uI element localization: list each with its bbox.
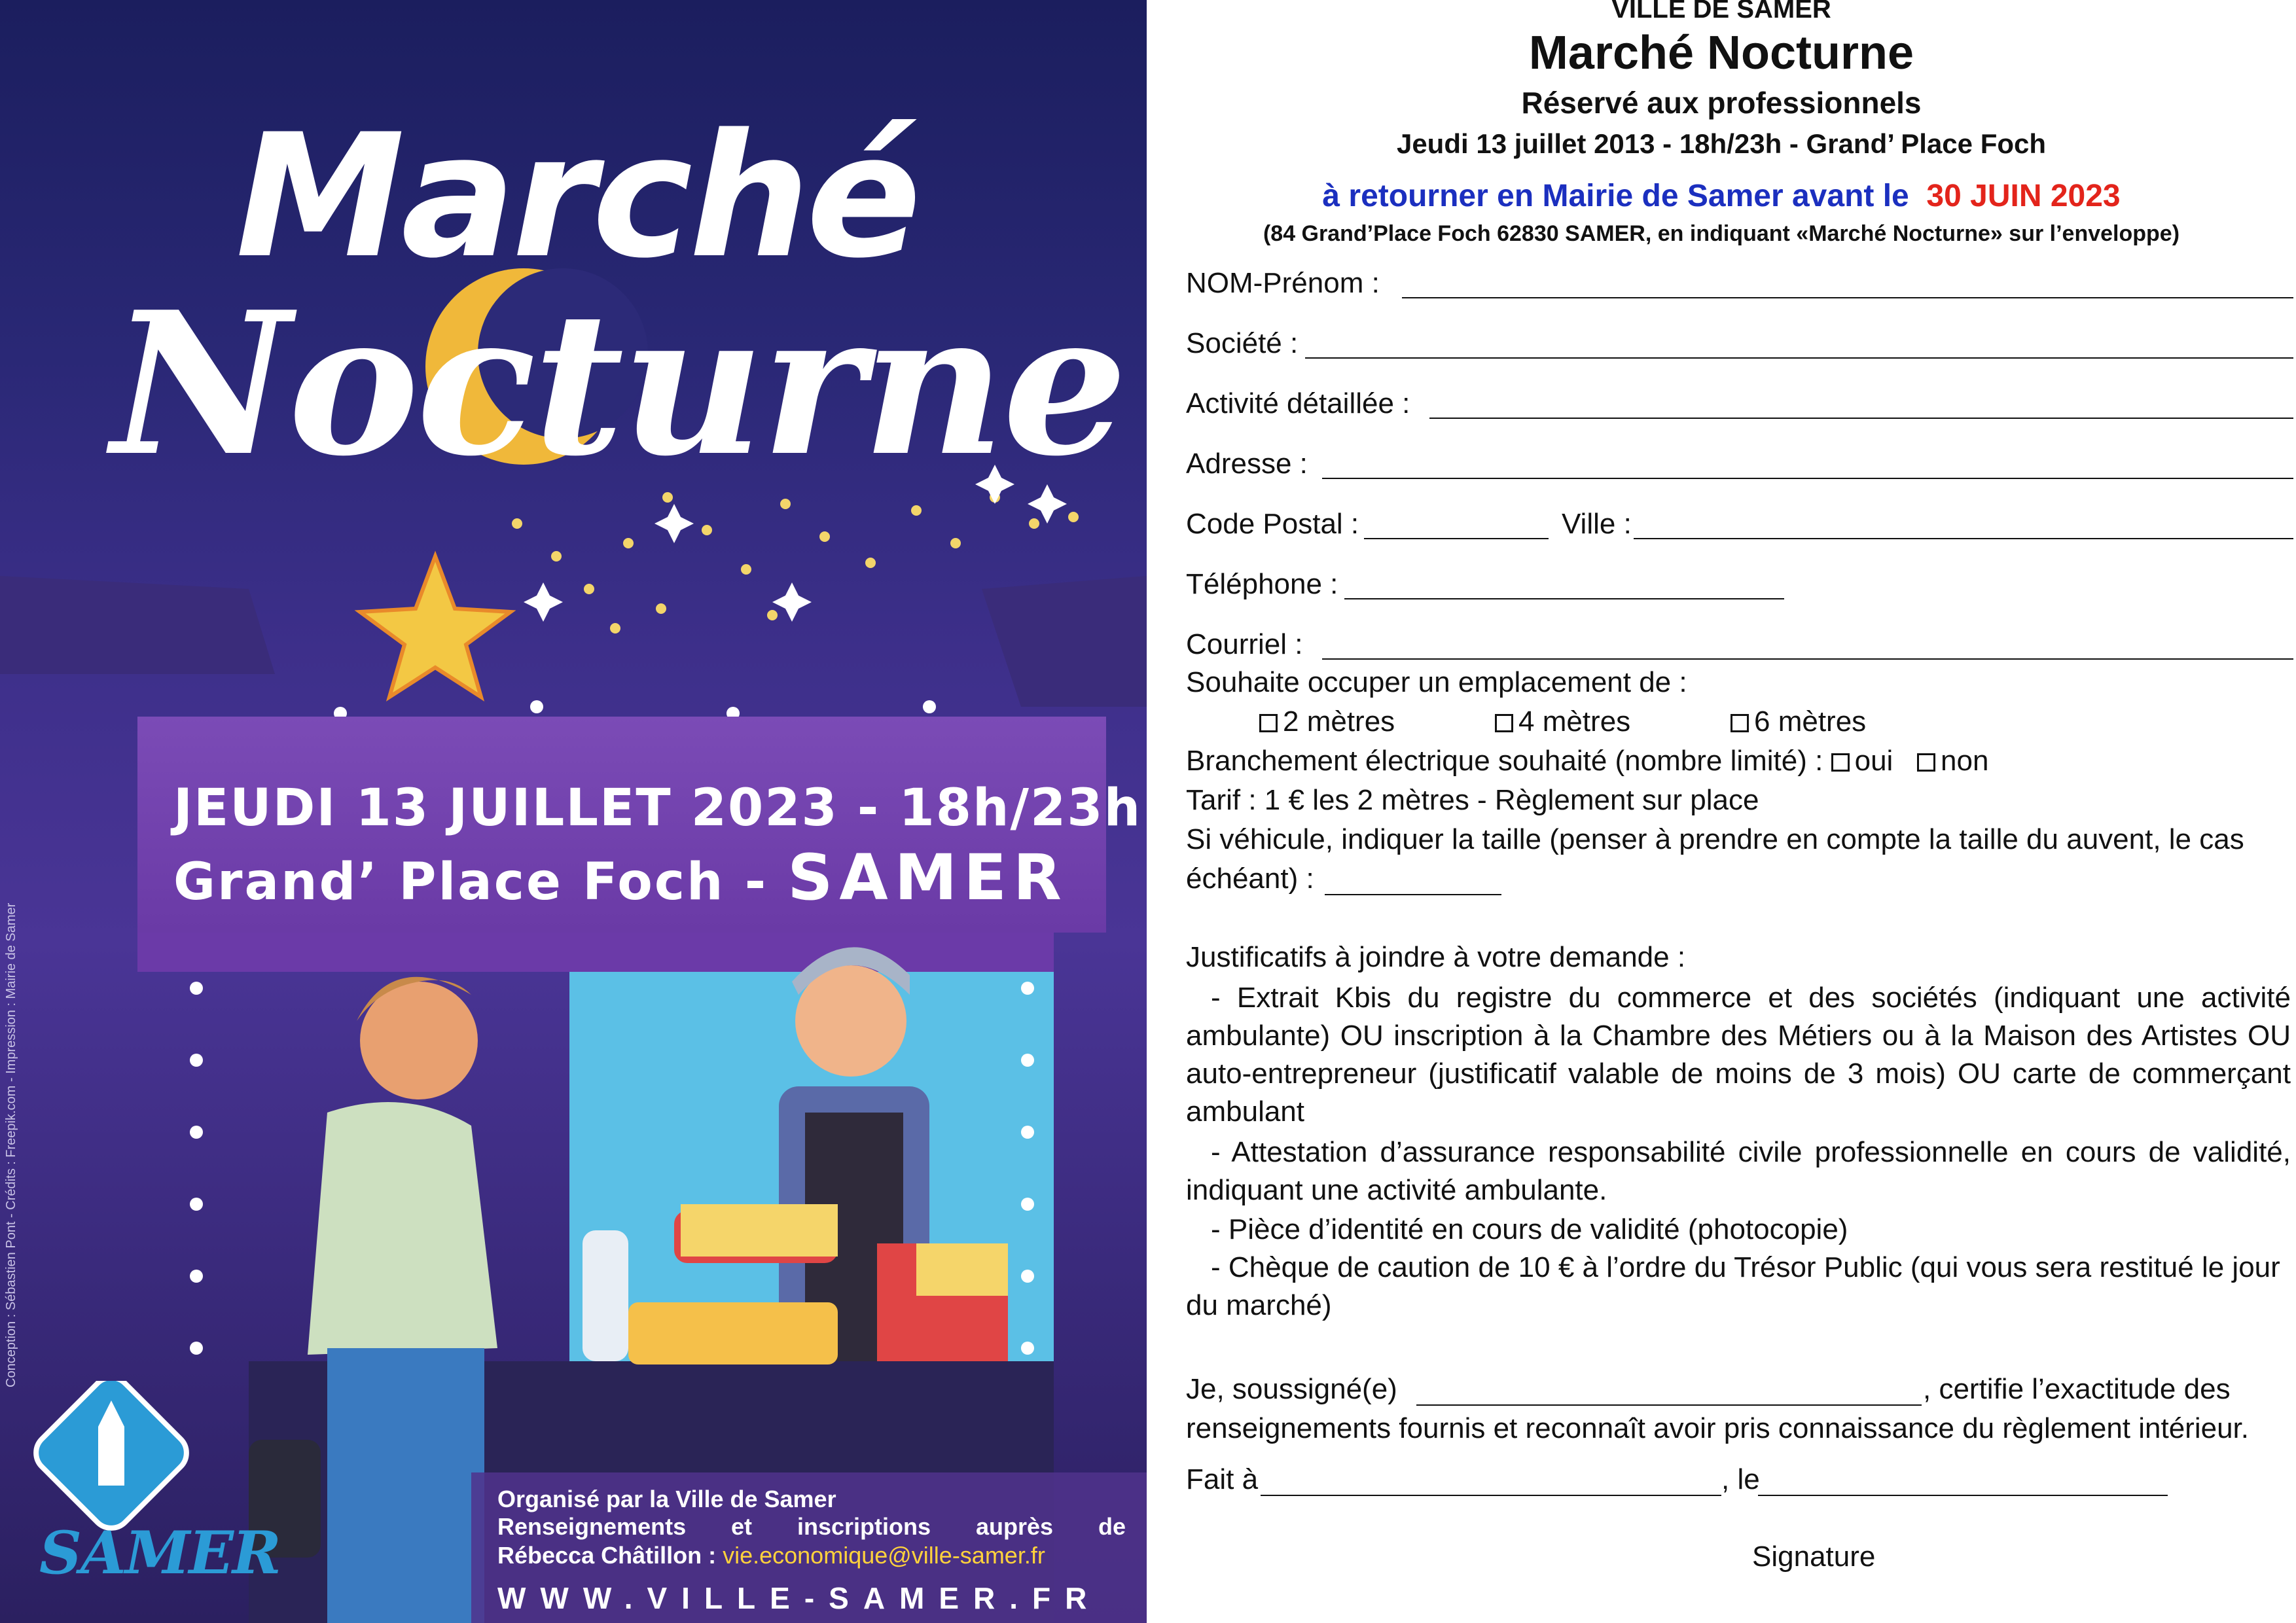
code-postal-field[interactable] <box>1364 538 1549 539</box>
attestation-je: Je, soussigné(e) <box>1186 1373 1397 1405</box>
option-oui-label: oui <box>1854 745 1893 777</box>
option-4m-label: 4 mètres <box>1518 705 1631 738</box>
emplacement-option-6m[interactable] <box>1731 705 1866 738</box>
telephone-field[interactable] <box>1344 598 1784 599</box>
poster-date: JEUDI 13 JUILLET 2023 - 18h/23h <box>173 779 1142 838</box>
activite-label: Activité détaillée : <box>1186 387 1410 419</box>
justificatif-2: - Attestation d’assurance responsabilité civile professionnelle en cours de validité, indiquant une activité ambulante. <box>1186 1136 2291 1206</box>
return-deadline: 30 JUIN 2023 <box>1926 179 2121 213</box>
checkbox-6m[interactable] <box>1731 714 1749 732</box>
vehicule-field[interactable] <box>1325 894 1501 895</box>
le-label: , le <box>1721 1463 1760 1495</box>
form-town: VILLE DE SAMER <box>1611 0 1831 24</box>
tarif-text: Tarif : 1 € les 2 mètres - Règlement sur place <box>1186 784 1759 816</box>
adresse-field[interactable] <box>1322 478 2293 479</box>
organiser-email-link[interactable]: vie.economique@ville-samer.fr <box>723 1542 1045 1569</box>
poster-title-line2: Nocturne <box>111 268 1125 499</box>
date-field[interactable] <box>1758 1495 2168 1496</box>
samer-logo-text: SAMER <box>39 1518 280 1588</box>
website-link[interactable]: WWW.VILLE-SAMER.FR <box>497 1581 1102 1615</box>
justificatif-4: - Chèque de caution de 10 € à l’ordre du Trésor Public (qui vous sera restitué le jour du marché) <box>1186 1251 2280 1321</box>
emplacement-option-2m[interactable] <box>1259 705 1395 738</box>
option-6m-label: 6 mètres <box>1754 705 1867 738</box>
branchement-row <box>1186 745 1988 777</box>
poster-place <box>173 841 1068 914</box>
ville-label: Ville : <box>1562 508 1632 540</box>
organiser-line1: Organisé par la Ville de Samer <box>497 1486 836 1512</box>
registration-form <box>1147 0 2296 1623</box>
form-return-address: (84 Grand’Place Foch 62830 SAMER, en indiquant «Marché Nocturne» sur l’enveloppe) <box>1263 221 2180 246</box>
adresse-label: Adresse : <box>1186 448 1308 480</box>
checkbox-4m[interactable] <box>1495 714 1513 732</box>
form-return-notice <box>1147 178 2296 214</box>
courriel-field[interactable] <box>1322 658 2293 660</box>
organiser-contact-name: Rébecca Châtillon : <box>497 1542 717 1569</box>
soussigne-field[interactable] <box>1416 1404 1922 1406</box>
nom-label: NOM-Prénom : <box>1186 267 1380 299</box>
emplacement-option-4m[interactable] <box>1495 705 1630 738</box>
checkbox-oui[interactable] <box>1831 753 1850 772</box>
form-subtitle: Réservé aux professionnels <box>1521 86 1922 120</box>
awning-edge <box>137 933 1054 972</box>
form-date: Jeudi 13 juillet 2013 - 18h/23h - Grand’ Place Foch <box>1396 128 2047 159</box>
checkbox-2m[interactable] <box>1259 714 1278 732</box>
option-non-label: non <box>1941 745 1989 777</box>
attestation-certifie: , certifie l’exactitude des <box>1923 1373 2231 1405</box>
option-2m-label: 2 mètres <box>1283 705 1395 738</box>
poster-place-text: Grand’ Place Foch - <box>173 853 768 912</box>
justificatif-3: - Pièce d’identité en cours de validité (photocopie) <box>1211 1213 1848 1245</box>
justificatifs-title: Justificatifs à joindre à votre demande : <box>1186 941 1686 973</box>
societe-field[interactable] <box>1305 357 2293 359</box>
poster-place-city: SAMER <box>787 841 1068 914</box>
woman-figure <box>249 977 497 1623</box>
fait-a-field[interactable] <box>1261 1495 1721 1496</box>
return-text: à retourner en Mairie de Samer avant le <box>1322 179 1909 213</box>
nom-field[interactable] <box>1402 297 2293 298</box>
telephone-label: Téléphone : <box>1186 568 1338 600</box>
star-icon <box>360 556 511 697</box>
activite-field[interactable] <box>1429 418 2293 419</box>
poster-title-line1: Marché <box>236 98 918 296</box>
attestation-line2: renseignements fournis et reconnaît avoir pris connaissance du règlement intérieur. <box>1186 1412 2250 1444</box>
church-icon <box>98 1427 124 1486</box>
ville-field[interactable] <box>1634 538 2293 539</box>
emplacement-label: Souhaite occuper un emplacement de : <box>1186 666 1687 698</box>
checkbox-non[interactable] <box>1917 753 1935 772</box>
vehicule-text-2: échéant) : <box>1186 863 1314 895</box>
organiser-line3 <box>497 1542 1045 1569</box>
societe-label: Société : <box>1186 327 1299 359</box>
form-title: Marché Nocturne <box>1528 27 1914 79</box>
fait-a-label: Fait à <box>1186 1463 1259 1495</box>
vehicule-text-1: Si véhicule, indiquer la taille (penser à prendre en compte la taille du auvent, le cas <box>1186 823 2244 855</box>
tent-right <box>982 576 1147 707</box>
branchement-label: Branchement électrique souhaité (nombre limité) : <box>1186 745 1823 777</box>
courriel-label: Courriel : <box>1186 628 1303 660</box>
tent-left <box>0 576 275 674</box>
poster-credits: Conception : Sébastien Pont - Crédits : Freepik.com - Impression : Mairie de Samer <box>4 902 18 1387</box>
poster <box>0 0 1147 1623</box>
organiser-line2: Renseignements et inscriptions auprès de <box>497 1513 1126 1540</box>
signature-label: Signature <box>1752 1541 1876 1573</box>
code-postal-label: Code Postal : <box>1186 508 1359 540</box>
justificatif-1: - Extrait Kbis du registre du commerce et des sociétés (indiquant une activité ambulante) OU inscription à la Chambre des Métiers ou à la Maison des Artistes OU auto-entrepreneur (justificatif valable de moins de 3 mois) OU carte de commerçant ambulant <box>1186 982 2291 1128</box>
